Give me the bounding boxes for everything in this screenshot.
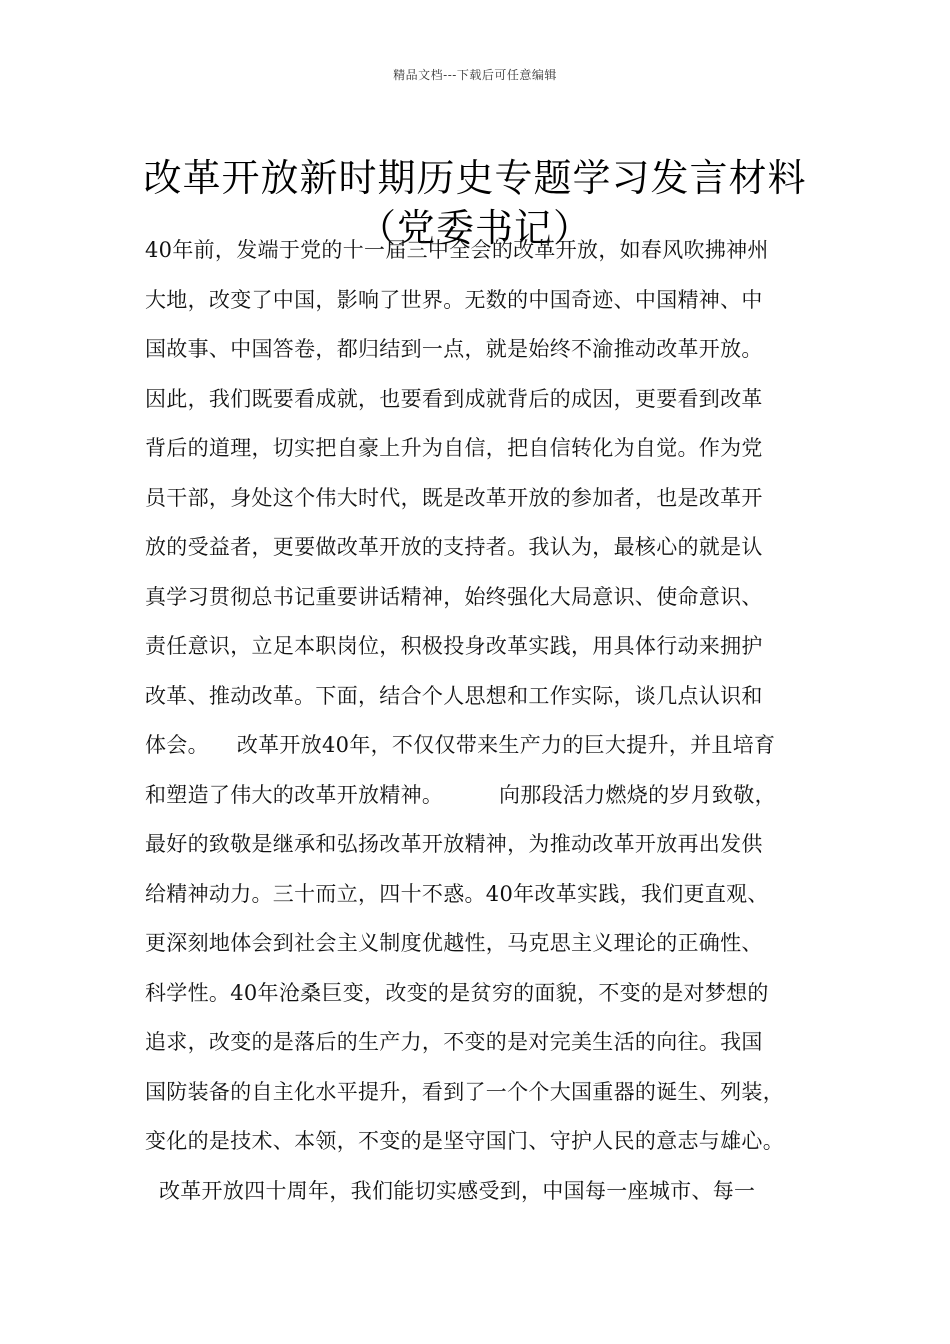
body-line: 改革、推动改革。下面，结合个人思想和工作实际，谈几点认识和 (145, 683, 763, 708)
body-line: 因此，我们既要看成就，也要看到成就背后的成因，更要看到改革 (145, 386, 763, 411)
header-note: 精品文档---下载后可任意编辑 (393, 68, 557, 82)
body-line: 责任意识，立足本职岗位，积极投身改革实践，用具体行动来拥护 (145, 634, 763, 658)
body-line: 员干部，身处这个伟大时代，既是改革开放的参加者，也是改革开 (145, 485, 763, 510)
body-line: 40年前，发端于党的十一届三中全会的改革开放，如春风吹拂神州 (145, 238, 769, 262)
body-line: 最好的致敬是继承和弘扬改革开放精神，为推动改革开放再出发供 (145, 832, 763, 856)
body-line: 更深刻地体会到社会主义制度优越性，马克思主义理论的正确性、 (145, 931, 763, 955)
body-line: 国防装备的自主化水平提升，看到了一个个大国重器的诞生、列装， (145, 1079, 784, 1104)
body-line: 科学性。40年沧桑巨变，改变的是贫穷的面貌，不变的是对梦想的 (145, 980, 769, 1005)
title-line-2: （党委书记） (357, 206, 592, 251)
title-line-1: 改革开放新时期历史专题学习发言材料 (143, 156, 807, 201)
body-line: 背后的道理，切实把自豪上升为自信，把自信转化为自觉。作为党 (145, 436, 763, 460)
body-line: 国故事、中国答卷，都归结到一点，就是始终不渝推动改革开放。 (145, 337, 763, 361)
body-line: 给精神动力。三十而立，四十不惑。40年改革实践，我们更直观、 (145, 881, 769, 906)
body-line: 变化的是技术、本领，不变的是坚守国门、守护人民的意志与雄心。 (145, 1129, 784, 1153)
body-line: 放的受益者，更要做改革开放的支持者。我认为，最核心的就是认 (145, 535, 763, 559)
body-line: 体会。 改革开放40年，不仅仅带来生产力的巨大提升，并且培育 (145, 733, 776, 757)
body-line: 真学习贯彻总书记重要讲话精神，始终强化大局意识、使命意识、 (145, 584, 763, 609)
body-line: 大地，改变了中国，影响了世界。无数的中国奇迹、中国精神、中 (145, 287, 763, 312)
body-line: 改革开放四十周年，我们能切实感受到，中国每一座城市、每一 (145, 1178, 756, 1203)
body-line: 和塑造了伟大的改革开放精神。 向那段活力燃烧的岁月致敬， (145, 782, 776, 807)
body-text (145, 230, 811, 1220)
body-line: 追求，改变的是落后的生产力，不变的是对完美生活的向往。我国 (145, 1030, 763, 1054)
